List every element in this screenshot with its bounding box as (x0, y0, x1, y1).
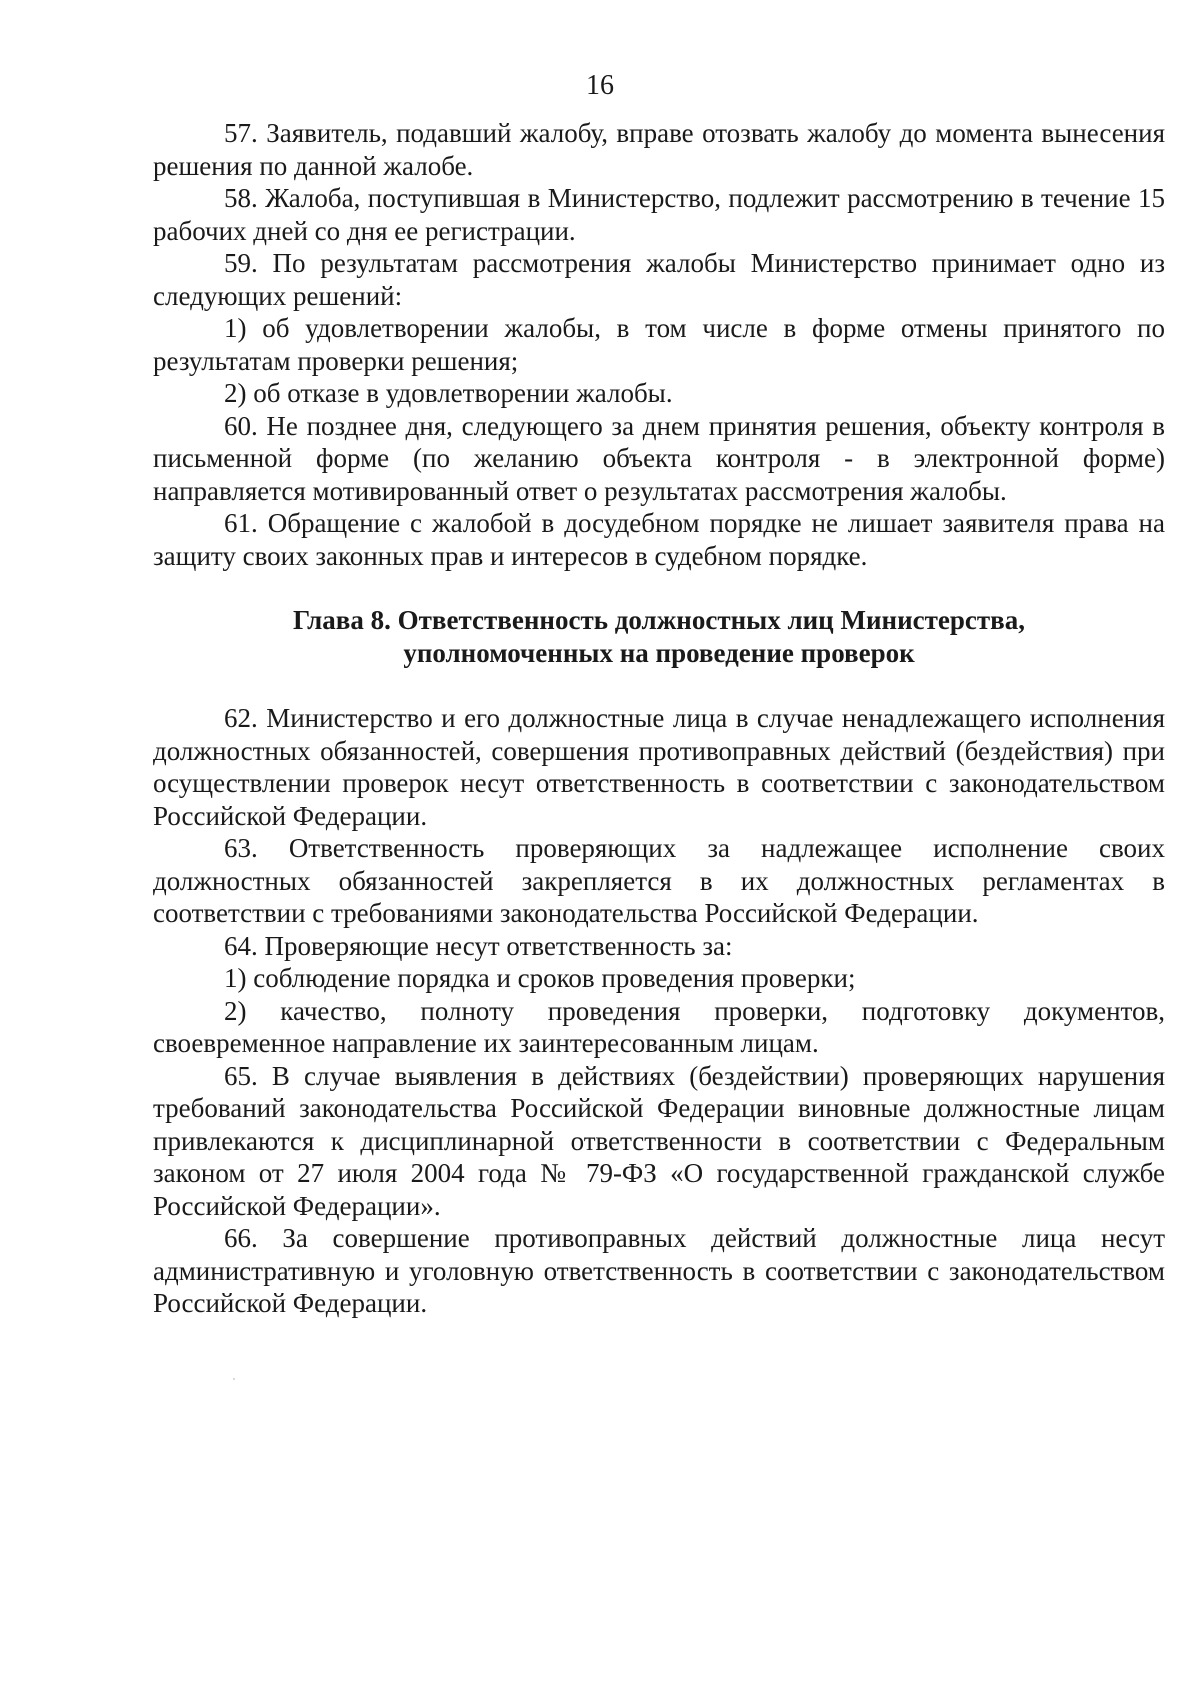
paragraph-63: 63. Ответственность проверяющих за надлежащее исполнение своих должностных обязанностей закрепляется в их должностных регламентах в соответствии с требованиями законодательства Российской Федерации. (153, 833, 1165, 928)
paragraph-59: 59. По результатам рассмотрения жалобы Министерство принимает одно из следующих решений: (153, 248, 1165, 311)
paragraph-61: 61. Обращение с жалобой в досудебном порядке не лишает заявителя права на защиту своих законных прав и интересов в судебном порядке. (153, 508, 1165, 571)
chapter-title-line-2: уполномоченных на проведение проверок (403, 638, 915, 668)
paragraph-64: 64. Проверяющие несут ответственность за: (224, 930, 733, 961)
document-body (153, 117, 1165, 1320)
paragraph-60: 60. Не позднее дня, следующего за днем принятия решения, объекту контроля в письменной форме (по желанию объекта контроля - в электронной форме) направляется мотивированный ответ о результатах рассмотрения жалобы. (153, 410, 1165, 506)
paragraph-59-item-2: 2) об отказе в удовлетворении жалобы. (224, 378, 673, 408)
paragraph-58: 58. Жалоба, поступившая в Министерство, подлежит рассмотрению в течение 15 рабочих дней со дня ее регистрации. (153, 183, 1165, 246)
paragraph-62: 62. Министерство и его должностные лица в случае ненадлежащего исполнения должностных обязанностей, совершения противоправных действий (бездействия) при осуществлении проверок несут ответственность в соответствии с законодательством Российской Федерации. (153, 703, 1165, 831)
page-number: 16 (586, 70, 614, 101)
chapter-title-line-1: Глава 8. Ответственность должностных лиц Министерства, (293, 605, 1025, 635)
scan-artifact (233, 1378, 235, 1380)
paragraph-65: 65. В случае выявления в действиях (бездействии) проверяющих нарушения требований законодательства Российской Федерации виновные должностные лицам привлекаются к дисциплинарной ответственности в соответствии с Федеральным законом от 27 июля 2004 года № 79-ФЗ «О государственной гражданской службе Российской Федерации». (153, 1060, 1165, 1221)
paragraph-59-item-1: 1) об удовлетворении жалобы, в том числе в форме отмены принятого по результатам проверки решения; (153, 313, 1165, 376)
paragraph-66: 66. За совершение противоправных действий должностные лица несут административную и уголовную ответственность в соответствии с законодательством Российской Федерации. (153, 1223, 1165, 1318)
paragraph-57: 57. Заявитель, подавший жалобу, вправе отозвать жалобу до момента вынесения решения по данной жалобе. (153, 118, 1165, 181)
chapter-8-heading (153, 604, 1165, 670)
paragraph-64-item-2: 2) качество, полноту проведения проверки, подготовку документов, своевременное направление их заинтересованным лицам. (153, 995, 1165, 1058)
paragraph-64-item-1: 1) соблюдение порядка и сроков проведения проверки; (224, 963, 856, 993)
